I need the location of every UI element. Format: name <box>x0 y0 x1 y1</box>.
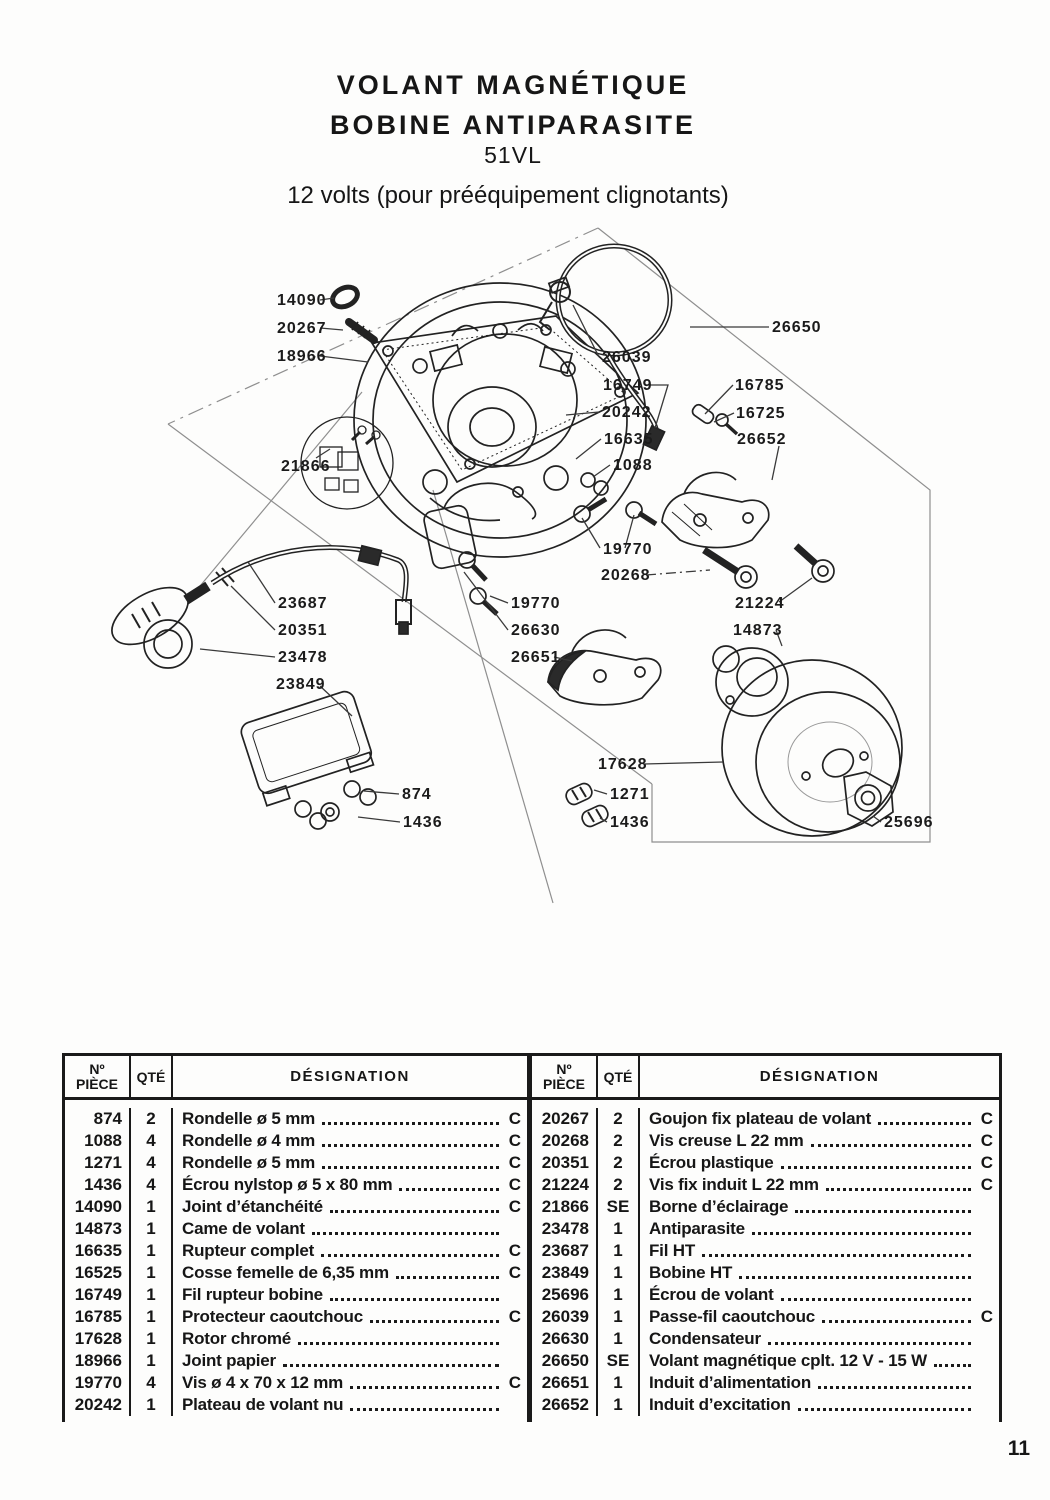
cell-part-number: 25696 <box>532 1284 598 1306</box>
dot-leader <box>396 1257 499 1279</box>
designation-text: Plateau de volant nu <box>182 1395 344 1414</box>
cell-part-number: 20351 <box>532 1152 598 1174</box>
cell-part-number: 20267 <box>532 1108 598 1130</box>
cell-qty: 1 <box>598 1262 640 1284</box>
part-label-23478: 23478 <box>278 649 328 666</box>
designation-suffix <box>978 1284 993 1306</box>
designation-suffix: C <box>980 1175 993 1194</box>
designation-suffix: C <box>508 1373 521 1392</box>
dot-leader <box>822 1301 971 1323</box>
header-part-number: Nº PIÈCE <box>65 1056 131 1097</box>
part-label-1436b: 1436 <box>610 814 650 831</box>
designation-suffix: C <box>980 1153 993 1172</box>
table-body-left <box>65 1100 527 1422</box>
cell-qty: 1 <box>131 1240 173 1262</box>
cell-part-number: 21224 <box>532 1174 598 1196</box>
cell-qty: 4 <box>131 1372 173 1394</box>
header-qty: QTÉ <box>131 1056 173 1097</box>
part-stud <box>349 322 374 340</box>
cell-qty: 4 <box>131 1174 173 1196</box>
dot-leader <box>321 1235 499 1257</box>
designation-suffix <box>978 1394 993 1416</box>
designation-text: Joint papier <box>182 1351 276 1370</box>
page-subtitle: 12 volts (pour prééquipement clignotants) <box>287 182 729 209</box>
designation-text: Rondelle ø 5 mm <box>182 1153 316 1172</box>
cell-part-number: 17628 <box>65 1328 131 1350</box>
part-bottom-screws <box>564 781 610 828</box>
designation-text: Fil HT <box>649 1241 696 1260</box>
dot-leader <box>312 1213 499 1235</box>
designation-suffix <box>506 1328 521 1350</box>
part-flywheel-cam <box>713 646 788 716</box>
dot-leader <box>399 1169 499 1191</box>
cell-part-number: 16749 <box>65 1284 131 1306</box>
part-label-1436: 1436 <box>403 814 443 831</box>
designation-text: Écrou de volant <box>649 1285 774 1304</box>
cell-qty: SE <box>598 1196 640 1218</box>
part-label-23687: 23687 <box>278 595 328 612</box>
part-label-20268: 20268 <box>601 567 651 584</box>
designation-suffix <box>506 1350 521 1372</box>
cell-qty: 2 <box>598 1174 640 1196</box>
cell-part-number: 874 <box>65 1108 131 1130</box>
dot-leader <box>702 1235 971 1257</box>
cell-qty: 4 <box>131 1130 173 1152</box>
dot-leader <box>768 1323 971 1345</box>
designation-text: Rupteur complet <box>182 1241 315 1260</box>
designation-text: Vis ø 4 x 70 x 12 mm <box>182 1373 344 1392</box>
part-protector-and-screw <box>691 403 737 434</box>
designation-text: Goujon fix plateau de volant <box>649 1109 872 1128</box>
designation-suffix: C <box>980 1307 993 1326</box>
designation-suffix: C <box>508 1263 521 1282</box>
designation-text: Écrou plastique <box>649 1153 774 1172</box>
dot-leader <box>795 1191 971 1213</box>
header-qty: QTÉ <box>598 1056 640 1097</box>
designation-text: Rondelle ø 4 mm <box>182 1131 316 1150</box>
table-body-right <box>532 1100 999 1422</box>
dot-leader <box>826 1169 971 1191</box>
cell-qty: 1 <box>131 1350 173 1372</box>
designation-text: Induit d’excitation <box>649 1395 791 1414</box>
designation-text: Antiparasite <box>649 1219 745 1238</box>
cell-qty: 1 <box>598 1218 640 1240</box>
part-label-19770: 19770 <box>603 541 653 558</box>
part-screws-left <box>459 552 497 614</box>
designation-text: Vis creuse L 22 mm <box>649 1131 804 1150</box>
table-row <box>532 1328 999 1350</box>
designation-suffix: C <box>508 1153 521 1172</box>
cell-part-number: 23849 <box>532 1262 598 1284</box>
designation-suffix <box>978 1372 993 1394</box>
cell-qty: 1 <box>131 1218 173 1240</box>
dot-leader <box>330 1279 499 1301</box>
cell-qty: 1 <box>598 1394 640 1416</box>
designation-suffix: C <box>508 1109 521 1128</box>
part-condenser <box>422 483 535 570</box>
cell-part-number: 20242 <box>65 1394 131 1416</box>
designation-suffix: C <box>508 1241 521 1260</box>
cell-part-number: 20268 <box>532 1130 598 1152</box>
parts-table-right <box>532 1056 999 1422</box>
cell-part-number: 23687 <box>532 1240 598 1262</box>
part-label-16785: 16785 <box>735 377 785 394</box>
page-title-line1: VOLANT MAGNÉTIQUE <box>336 70 690 100</box>
dot-leader <box>322 1103 499 1125</box>
dot-leader <box>781 1147 971 1169</box>
table-row <box>532 1394 999 1416</box>
dot-leader <box>752 1213 971 1235</box>
designation-text: Passe-fil caoutchouc <box>649 1307 816 1326</box>
cell-qty: 2 <box>598 1108 640 1130</box>
cell-qty: 1 <box>131 1196 173 1218</box>
part-label-14873: 14873 <box>733 622 783 639</box>
dot-leader <box>878 1103 971 1125</box>
cell-qty: 4 <box>131 1152 173 1174</box>
page-title-line2: BOBINE ANTIPARASITE <box>329 110 696 140</box>
cell-qty: 1 <box>131 1262 173 1284</box>
cell-part-number: 26650 <box>532 1350 598 1372</box>
part-seal-ring <box>329 283 360 310</box>
designation-text: Fil rupteur bobine <box>182 1285 323 1304</box>
header-part-number: Nº PIÈCE <box>532 1056 598 1097</box>
designation-text: Rotor chromé <box>182 1329 292 1348</box>
designation-text: Vis fix induit L 22 mm <box>649 1175 819 1194</box>
designation-suffix: C <box>980 1109 993 1128</box>
cell-qty: 1 <box>598 1328 640 1350</box>
header-designation: DÉSIGNATION <box>759 1068 880 1085</box>
designation-suffix <box>978 1218 993 1240</box>
part-label-18966: 18966 <box>277 348 327 365</box>
part-paper-gasket <box>372 316 638 482</box>
dot-leader <box>739 1257 971 1279</box>
part-label-20267: 20267 <box>277 320 327 337</box>
part-label-20242: 20242 <box>602 404 652 421</box>
cell-part-number: 14873 <box>65 1218 131 1240</box>
designation-suffix: C <box>508 1175 521 1194</box>
designation-suffix <box>506 1394 521 1416</box>
designation-suffix <box>978 1262 993 1284</box>
part-label-26651: 26651 <box>511 649 561 666</box>
part-label-16635: 16635 <box>604 431 654 448</box>
designation-suffix <box>978 1350 993 1372</box>
dot-leader <box>934 1345 971 1367</box>
part-label-26652: 26652 <box>737 431 787 448</box>
part-label-25696: 25696 <box>884 814 934 831</box>
cell-qty: 2 <box>131 1108 173 1130</box>
cell-part-number: 23478 <box>532 1218 598 1240</box>
cell-qty: 1 <box>131 1328 173 1350</box>
part-plug-cap-and-wire <box>103 546 411 668</box>
dot-leader <box>298 1323 499 1345</box>
header-designation: DÉSIGNATION <box>290 1068 410 1085</box>
part-excitation-armature <box>662 472 769 547</box>
dot-leader <box>781 1279 971 1301</box>
cell-qty: 1 <box>131 1284 173 1306</box>
cell-part-number: 1088 <box>65 1130 131 1152</box>
cell-part-number: 16525 <box>65 1262 131 1284</box>
cell-part-number: 18966 <box>65 1350 131 1372</box>
part-screws-washers <box>574 473 656 524</box>
page-number: 11 <box>1007 1437 1030 1460</box>
designation-suffix <box>978 1328 993 1350</box>
part-label-1271: 1271 <box>610 786 650 803</box>
dot-leader <box>798 1389 971 1411</box>
designation-text: Volant magnétique cplt. 12 V - 15 W <box>649 1351 927 1370</box>
dot-leader <box>818 1367 971 1389</box>
designation-suffix <box>506 1284 521 1306</box>
table-row <box>65 1394 527 1416</box>
designation-suffix: C <box>508 1131 521 1150</box>
cell-part-number: 26630 <box>532 1328 598 1350</box>
designation-text: Rondelle ø 5 mm <box>182 1109 316 1128</box>
designation-text: Joint d’étanchéité <box>182 1197 323 1216</box>
designation-suffix: C <box>980 1131 993 1150</box>
designation-text: Induit d’alimentation <box>649 1373 812 1392</box>
cell-designation <box>640 1394 999 1416</box>
part-label-874: 874 <box>402 786 432 803</box>
dot-leader <box>322 1125 499 1147</box>
designation-suffix <box>506 1218 521 1240</box>
cell-part-number: 26039 <box>532 1306 598 1328</box>
dot-leader <box>370 1301 499 1323</box>
dot-leader <box>350 1389 499 1411</box>
model-code: 51VL <box>484 142 542 168</box>
table-header-left <box>65 1056 527 1100</box>
cell-qty: 1 <box>598 1306 640 1328</box>
part-label-20351: 20351 <box>278 622 328 639</box>
part-label-16725: 16725 <box>736 405 786 422</box>
part-label-16749: 16749 <box>603 377 653 394</box>
cell-part-number: 16635 <box>65 1240 131 1262</box>
cell-part-number: 26652 <box>532 1394 598 1416</box>
dot-leader <box>330 1191 499 1213</box>
part-label-19770b: 19770 <box>511 595 561 612</box>
cell-part-number: 14090 <box>65 1196 131 1218</box>
designation-text: Borne d’éclairage <box>649 1197 789 1216</box>
dot-leader <box>350 1367 499 1389</box>
part-label-26650: 26650 <box>772 319 822 336</box>
part-label-14090: 14090 <box>277 292 327 309</box>
cell-qty: 2 <box>598 1152 640 1174</box>
part-flywheel-rotor <box>722 660 902 836</box>
part-ht-coil <box>239 689 377 829</box>
cell-qty: 2 <box>598 1130 640 1152</box>
designation-text: Condensateur <box>649 1329 761 1348</box>
part-label-23849: 23849 <box>276 676 326 693</box>
dot-leader <box>283 1345 499 1367</box>
cell-part-number: 21866 <box>532 1196 598 1218</box>
parts-table <box>62 1053 1002 1422</box>
designation-suffix <box>978 1196 993 1218</box>
cell-part-number: 19770 <box>65 1372 131 1394</box>
cell-qty: 1 <box>598 1372 640 1394</box>
designation-text: Came de volant <box>182 1219 305 1238</box>
part-armature-screw <box>796 546 834 582</box>
parts-table-left <box>65 1056 532 1422</box>
cell-qty: SE <box>598 1350 640 1372</box>
part-label-1088: 1088 <box>613 457 653 474</box>
part-feed-armature <box>548 630 661 705</box>
table-header-right <box>532 1056 999 1100</box>
part-label-26039: 26039 <box>602 349 652 366</box>
designation-suffix: C <box>508 1307 521 1326</box>
cell-qty: 1 <box>131 1306 173 1328</box>
cell-qty: 1 <box>598 1284 640 1306</box>
designation-text: Protecteur caoutchouc <box>182 1307 363 1326</box>
part-hollow-screw <box>704 550 757 588</box>
designation-text: Bobine HT <box>649 1263 733 1282</box>
cell-qty: 1 <box>131 1394 173 1416</box>
part-label-21224: 21224 <box>735 595 785 612</box>
cell-qty: 1 <box>598 1240 640 1262</box>
designation-text: Écrou nylstop ø 5 x 80 mm <box>182 1175 393 1194</box>
dot-leader <box>322 1147 499 1169</box>
cell-part-number: 1271 <box>65 1152 131 1174</box>
dot-leader <box>811 1125 971 1147</box>
designation-suffix: C <box>508 1197 521 1216</box>
part-label-21866: 21866 <box>281 458 331 475</box>
designation-suffix <box>978 1240 993 1262</box>
cell-part-number: 1436 <box>65 1174 131 1196</box>
part-label-26630: 26630 <box>511 622 561 639</box>
cell-part-number: 16785 <box>65 1306 131 1328</box>
cell-part-number: 26651 <box>532 1372 598 1394</box>
designation-text: Cosse femelle de 6,35 mm <box>182 1263 389 1282</box>
part-label-17628: 17628 <box>598 756 648 773</box>
cell-designation <box>173 1394 527 1416</box>
